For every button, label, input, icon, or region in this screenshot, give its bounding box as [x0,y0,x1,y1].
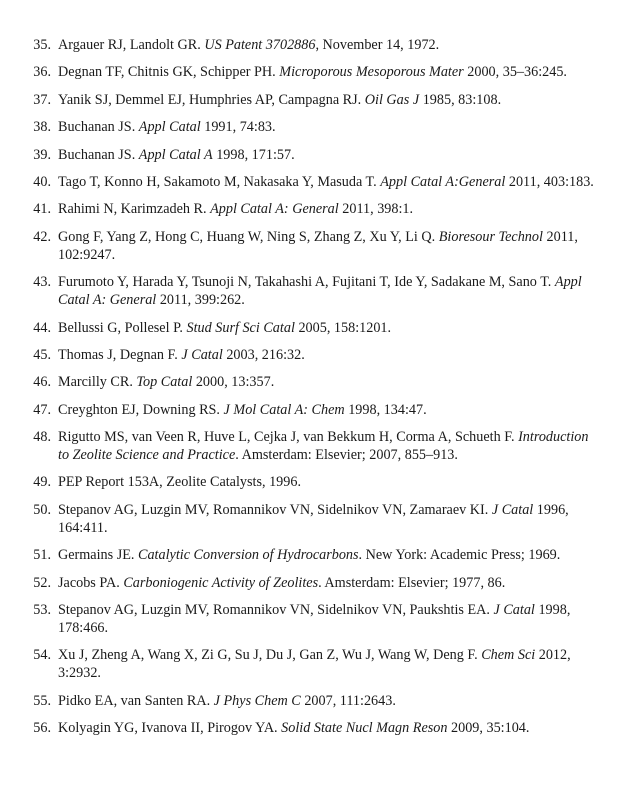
reference-item [0,719,600,737]
reference-number: 45. [33,346,51,363]
reference-details: 2005, 158:1201. [294,319,392,336]
reference-number: 46. [33,374,51,391]
reference-source: Appl Catal [138,119,201,136]
reference-text [58,646,600,682]
reference-text [58,146,600,164]
reference-item [0,428,600,464]
reference-item [0,200,600,218]
reference-text [58,91,600,109]
reference-source: Stud Surf Sci Catal [186,319,295,336]
reference-list [0,36,600,747]
reference-number: 51. [33,547,51,564]
reference-item [0,473,600,491]
reference-authors: Tago T, Konno H, Sakamoto M, Nakasaka Y, Masuda T. [58,173,381,190]
reference-authors: Kolyagin YG, Ivanova II, Pirogov YA. [58,720,282,737]
reference-text [58,63,600,81]
reference-authors: Jacobs PA. [58,574,124,591]
reference-authors: Xu J, Zheng A, Wang X, Zi G, Su J, Du J, Gan Z, Wu J, Wang W, Deng F. [58,647,482,664]
reference-source: J Catal [491,501,534,518]
reference-item [0,228,600,264]
reference-details: 2000, 13:357. [192,374,275,391]
reference-source: Appl Catal A: General [58,274,582,309]
reference-item [0,546,600,564]
reference-item [0,501,600,537]
reference-details: . Amsterdam: Elsevier; 2007, 855–913. [235,447,458,464]
reference-text [58,428,600,464]
reference-authors: Yanik SJ, Demmel EJ, Humphries AP, Campagna RJ. [58,91,365,108]
reference-source: Microporous Mesoporous Mater [279,64,464,81]
reference-source: Appl Catal A:General [380,173,506,190]
reference-text [58,36,600,54]
reference-number: 44. [33,319,51,336]
reference-details: 2012, 3:2932. [58,647,571,682]
reference-item [0,273,600,309]
reference-item [0,63,600,81]
reference-item [0,319,600,337]
reference-number: 36. [33,64,51,81]
reference-authors: Germains JE. [58,547,138,564]
reference-item [0,646,600,682]
reference-item [0,146,600,164]
reference-number: 43. [33,274,51,291]
reference-authors: Buchanan JS. [58,119,139,136]
reference-details: . New York: Academic Press; 1969. [358,547,561,564]
reference-authors: Creyghton EJ, Downing RS. [58,401,224,418]
reference-details: 1998, 178:466. [58,602,571,637]
reference-number: 49. [33,474,51,491]
reference-item [0,401,600,419]
reference-authors: Stepanov AG, Luzgin MV, Romannikov VN, Sidelnikov VN, Zamaraev KI. [58,501,492,518]
reference-number: 52. [33,574,51,591]
reference-number: 38. [33,119,51,136]
reference-details: 2003, 216:32. [222,346,305,363]
reference-text [58,319,600,337]
reference-number: 53. [33,602,51,619]
reference-item [0,692,600,710]
reference-text [58,574,600,592]
reference-item [0,36,600,54]
reference-number: 56. [33,720,51,737]
reference-source: Introduction to Zeolite Science and Practice [58,429,589,464]
reference-details: 1998, 171:57. [212,146,295,163]
reference-authors: Stepanov AG, Luzgin MV, Romannikov VN, Sidelnikov VN, Paukshtis EA. [58,602,494,619]
reference-text [58,473,600,491]
reference-authors: Buchanan JS. [58,146,139,163]
reference-text [58,692,600,710]
reference-source: J Phys Chem C [213,692,301,709]
reference-source: Bioresour Technol [438,228,543,245]
reference-source: US Patent 3702886 [204,37,316,53]
reference-number: 55. [33,692,51,709]
reference-number: 48. [33,429,51,446]
reference-number: 47. [33,401,51,418]
reference-source: J Catal [181,346,223,363]
reference-source: J Catal [493,602,535,619]
reference-authors: Rahimi N, Karimzadeh R. [58,201,211,218]
reference-authors: Argauer RJ, Landolt GR. [58,37,205,53]
reference-details: 2009, 35:104. [447,720,530,737]
reference-details: 2011, 102:9247. [58,228,578,263]
reference-authors: Thomas J, Degnan F. [58,346,182,363]
reference-text [58,346,600,364]
reference-item [0,373,600,391]
reference-source: Catalytic Conversion of Hydrocarbons [138,547,359,564]
reference-item [0,601,600,637]
reference-text [58,601,600,637]
reference-details: 1998, 134:47. [344,401,427,418]
reference-source: Carboniogenic Activity of Zeolites [123,574,319,591]
reference-number: 37. [33,91,51,108]
reference-item [0,118,600,136]
reference-text [58,546,600,564]
reference-details: 2011, 398:1. [338,201,414,218]
reference-authors: Gong F, Yang Z, Hong C, Huang W, Ning S, Zhang Z, Xu Y, Li Q. [58,228,439,245]
reference-details: 2011, 399:262. [156,292,245,309]
reference-details: 1991, 74:83. [200,119,276,136]
reference-details: 1996, 164:411. [58,501,569,536]
reference-details: . Amsterdam: Elsevier; 1977, 86. [318,574,506,591]
reference-authors: Bellussi G, Pollesel P. [58,319,187,336]
reference-text [58,200,600,218]
reference-authors: PEP Report 153A, Zeolite Catalysts, 1996. [58,474,302,491]
reference-number: 42. [33,228,51,245]
reference-text [58,228,600,264]
reference-item [0,346,600,364]
reference-item [0,574,600,592]
reference-source: Appl Catal A [138,146,213,163]
reference-source: Chem Sci [481,647,536,664]
reference-number: 40. [33,173,51,190]
reference-source: Oil Gas J [364,91,420,108]
reference-number: 39. [33,146,51,163]
reference-details: 2011, 403:183. [505,173,594,190]
reference-details: 2007, 111:2643. [300,692,396,709]
reference-text [58,401,600,419]
reference-source: Solid State Nucl Magn Reson [281,720,448,737]
reference-authors: Rigutto MS, van Veen R, Huve L, Cejka J, van Bekkum H, Corma A, Schueth F. [58,429,519,446]
reference-text [58,501,600,537]
reference-item [0,91,600,109]
reference-authors: Degnan TF, Chitnis GK, Schipper PH. [58,64,280,81]
reference-number: 41. [33,201,51,218]
reference-details: 1985, 83:108. [419,91,502,108]
reference-source: Top Catal [136,374,193,391]
reference-details: 2000, 35–36:245. [463,64,567,81]
reference-authors: Pidko EA, van Santen RA. [58,692,214,709]
reference-text [58,173,600,191]
reference-item [0,173,600,191]
reference-source: Appl Catal A: General [210,201,339,218]
reference-number: 35. [33,37,51,53]
reference-number: 50. [33,501,51,518]
reference-text [58,273,600,309]
reference-text [58,373,600,391]
reference-number: 54. [33,647,51,664]
reference-source: J Mol Catal A: Chem [223,401,345,418]
reference-text [58,118,600,136]
reference-authors: Marcilly CR. [58,374,137,391]
reference-authors: Furumoto Y, Harada Y, Tsunoji N, Takahashi A, Fujitani T, Ide Y, Sadakane M, Sano T. [58,274,555,291]
reference-details: , November 14, 1972. [315,37,440,53]
reference-text [58,719,600,737]
